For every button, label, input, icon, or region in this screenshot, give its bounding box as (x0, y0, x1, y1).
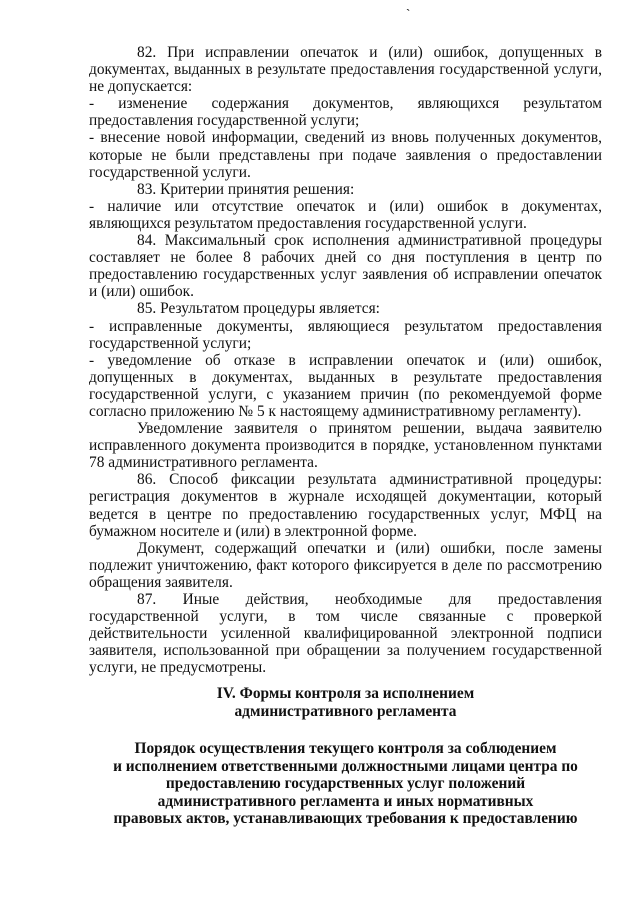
subsection-heading (89, 740, 602, 828)
section-heading (89, 685, 602, 720)
subsection-heading-line: и исполнением ответственными должностными лицами центра по (113, 757, 578, 775)
paragraph-82: 82. При исправлении опечаток и (или) ошибок, допущенных в документах, выданных в результате предоставления государственной услуги, не допускается: (89, 44, 602, 96)
paragraph-destruction: Документ, содержащий опечатки и (или) ошибки, после замены подлежит уничтожению, факт которого фиксируется в деле по рассмотрению обращения заявителя. (89, 539, 602, 591)
paragraph-87: 87. Иные действия, необходимые для предоставления государственной услуги, в том числе связанные с проверкой действительности усиленной квалифицированной электронной подписи заявителя, использованной при обращении за получением государственной услуги, не предусмотрены. (89, 591, 602, 677)
subsection-heading-line: административного регламента и иных нормативных (157, 792, 534, 810)
paragraph-85: 85. Результатом процедуры является: (137, 300, 380, 318)
paragraph-83: 83. Критерии принятия решения: (137, 180, 355, 198)
paragraph-86: 86. Способ фиксации результата административной процедуры: регистрация документов в журнале исходящей документации, который ведется в центре по предоставлению государственных услуг, МФЦ на бумажном носителе и (или) в электронной форме. (89, 471, 602, 540)
paragraph-notification: Уведомление заявителя о принятом решении, выдача заявителю исправленного документа производится в порядке, установленном пунктами 78 административного регламента. (89, 420, 602, 472)
body-text (89, 44, 602, 676)
list-item-new-info: - внесение новой информации, сведений из вновь полученных документов, которые не были представлены при подаче заявления о предоставлении государственной услуги. (89, 129, 602, 181)
subsection-heading-line: правовых актов, устанавливающих требования к предоставлению (113, 810, 578, 827)
subsection-heading-line: предоставлению государственных услуг положений (165, 775, 526, 792)
section-heading-line: IV. Формы контроля за исполнением (216, 685, 475, 702)
section-heading-line: административного регламента (234, 702, 457, 720)
subsection-heading-line: Порядок осуществления текущего контроля за соблюдением (134, 740, 557, 757)
list-item-content-change: - изменение содержания документов, являющихся результатом предоставления государственной услуги; (89, 95, 602, 130)
list-item-errors-presence: - наличие или отсутствие опечаток и (или) ошибок в документах, являющихся результатом предоставления государственной услуги. (89, 197, 602, 232)
list-item-refusal-notice: - уведомление об отказе в исправлении опечаток и (или) ошибок, допущенных в документах, выданных в результате предоставления государственной услуги, с указанием причин (по рекомендуемой форме согласно приложению № 5 к настоящему административному регламенту). (89, 351, 602, 420)
paragraph-84: 84. Максимальный срок исполнения административной процедуры составляет не более 8 рабочих дней со дня поступления в центр по предоставлению государственных услуг заявления об исправлении опечаток и (или) ошибок. (89, 232, 602, 301)
header-mark: ` (406, 6, 411, 21)
list-item-corrected-docs: - исправленные документы, являющиеся результатом предоставления государственной услуги; (89, 317, 602, 352)
